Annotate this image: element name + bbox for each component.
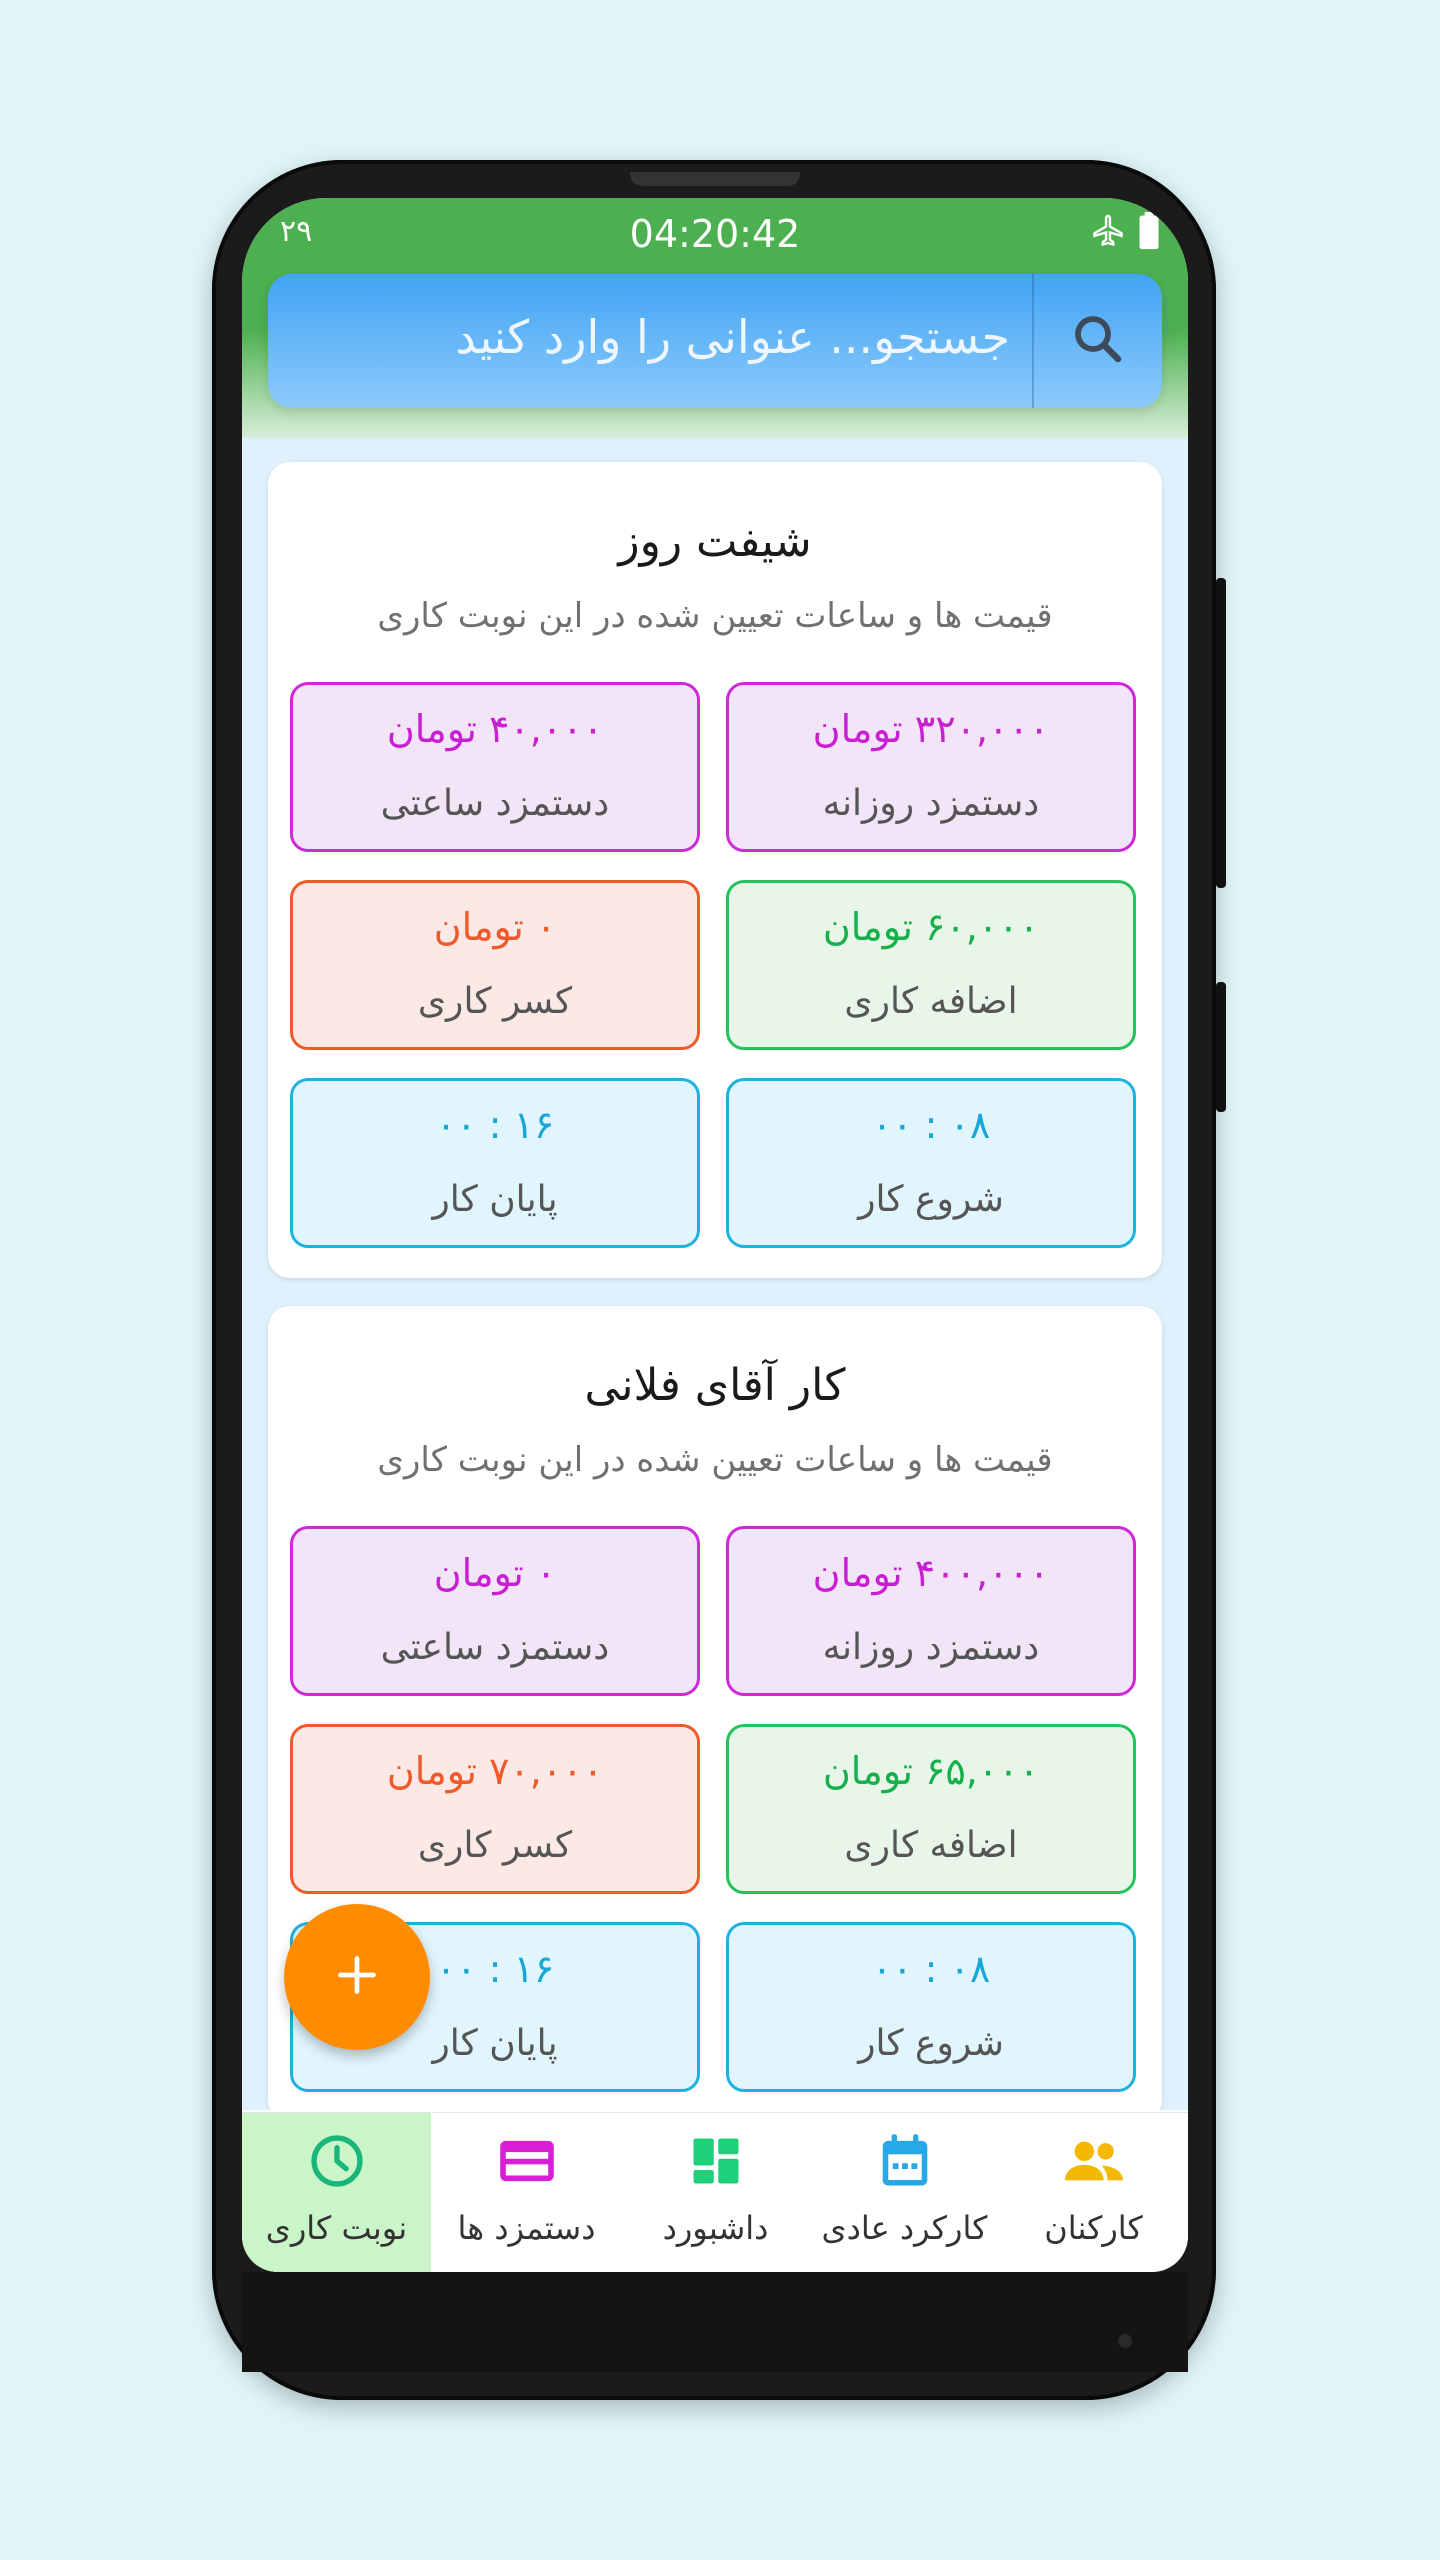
volume-button xyxy=(1216,578,1226,888)
daily-wage-value: ۳۲۰,۰۰۰ تومان xyxy=(812,707,1050,751)
shift-subtitle: قیمت ها و ساعات تعیین شده در این نوبت کاری xyxy=(377,1440,1053,1480)
overtime-value: ۶۵,۰۰۰ تومان xyxy=(822,1749,1040,1793)
start-time-value: ۰۸ : ۰۰ xyxy=(871,1103,991,1147)
deduction-tile xyxy=(290,880,700,1050)
hourly-wage-value: ۴۰,۰۰۰ تومان xyxy=(386,707,604,751)
overtime-label: اضافه کاری xyxy=(844,981,1018,1022)
add-shift-button[interactable] xyxy=(284,1904,430,2050)
hourly-wage-label: دستمزد ساعتی xyxy=(380,783,610,824)
start-time-label: شروع کار xyxy=(858,2023,1004,2064)
sensor-dot xyxy=(1118,2334,1132,2348)
deduction-label: کسر کاری xyxy=(417,981,573,1022)
shift-title: کار آقای فلانی xyxy=(584,1360,846,1411)
nav-label: نوبت کاری xyxy=(265,2209,408,2247)
shift-list xyxy=(242,438,1188,2110)
deduction-tile xyxy=(290,1724,700,1894)
end-time-label: پایان کار xyxy=(432,1179,558,1220)
phone-chin xyxy=(242,2272,1188,2372)
start-time-tile xyxy=(726,1078,1136,1248)
deduction-value: ۷۰,۰۰۰ تومان xyxy=(386,1749,604,1793)
nav-label: دستمزد ها xyxy=(457,2209,596,2247)
hourly-wage-value: ۰ تومان xyxy=(433,1551,557,1595)
search-input[interactable]: جستجو... عنوانی را وارد کنید xyxy=(455,310,1010,364)
phone-notch xyxy=(630,172,800,186)
nav-label: کارکرد عادی xyxy=(821,2209,988,2247)
end-time-tile xyxy=(290,1078,700,1248)
overtime-tile xyxy=(726,1724,1136,1894)
nav-item-shifts[interactable] xyxy=(242,2113,431,2272)
deduction-value: ۰ تومان xyxy=(433,905,557,949)
nav-item-wages[interactable] xyxy=(432,2113,621,2272)
start-time-label: شروع کار xyxy=(858,1179,1004,1220)
status-clock: 04:20:42 xyxy=(629,212,801,256)
end-time-value: ۱۶ : ۰۰ xyxy=(435,1947,555,1991)
people-icon xyxy=(1063,2137,1125,2189)
daily-wage-value: ۴۰۰,۰۰۰ تومان xyxy=(812,1551,1050,1595)
end-time-label: پایان کار xyxy=(432,2023,558,2064)
start-time-value: ۰۸ : ۰۰ xyxy=(871,1947,991,1991)
nav-label: داشبورد xyxy=(662,2209,769,2247)
overtime-tile xyxy=(726,880,1136,1050)
app-header xyxy=(242,198,1188,438)
shift-subtitle: قیمت ها و ساعات تعیین شده در این نوبت کاری xyxy=(377,596,1053,636)
status-icons xyxy=(1090,212,1160,254)
hourly-wage-tile xyxy=(290,682,700,852)
calendar-icon xyxy=(878,2132,932,2194)
shift-title: شیفت روز xyxy=(618,516,812,567)
nav-item-dashboard[interactable] xyxy=(621,2113,810,2272)
start-time-tile xyxy=(726,1922,1136,2092)
plus-icon xyxy=(335,1953,379,2001)
status-left-text: ۲۹ xyxy=(280,214,313,249)
shift-card[interactable] xyxy=(268,462,1162,1278)
overtime-value: ۶۰,۰۰۰ تومان xyxy=(822,905,1040,949)
daily-wage-label: دستمزد روزانه xyxy=(822,1627,1040,1668)
deduction-label: کسر کاری xyxy=(417,1825,573,1866)
dashboard-icon xyxy=(689,2134,743,2192)
power-button xyxy=(1216,982,1226,1112)
daily-wage-label: دستمزد روزانه xyxy=(822,783,1040,824)
search-bar[interactable] xyxy=(268,274,1162,408)
daily-wage-tile xyxy=(726,682,1136,852)
hourly-wage-label: دستمزد ساعتی xyxy=(380,1627,610,1668)
battery-icon xyxy=(1138,212,1160,254)
search-icon xyxy=(1068,309,1128,373)
airplane-icon xyxy=(1090,213,1126,253)
nav-item-employees[interactable] xyxy=(999,2113,1188,2272)
nav-item-regular-work[interactable] xyxy=(810,2113,999,2272)
nav-label: کارکنان xyxy=(1044,2209,1143,2247)
search-button[interactable] xyxy=(1034,274,1162,408)
clock-icon xyxy=(308,2132,366,2194)
overtime-label: اضافه کاری xyxy=(844,1825,1018,1866)
end-time-value: ۱۶ : ۰۰ xyxy=(435,1103,555,1147)
bottom-navigation xyxy=(242,2112,1188,2272)
credit-card-icon xyxy=(498,2137,556,2189)
hourly-wage-tile xyxy=(290,1526,700,1696)
daily-wage-tile xyxy=(726,1526,1136,1696)
